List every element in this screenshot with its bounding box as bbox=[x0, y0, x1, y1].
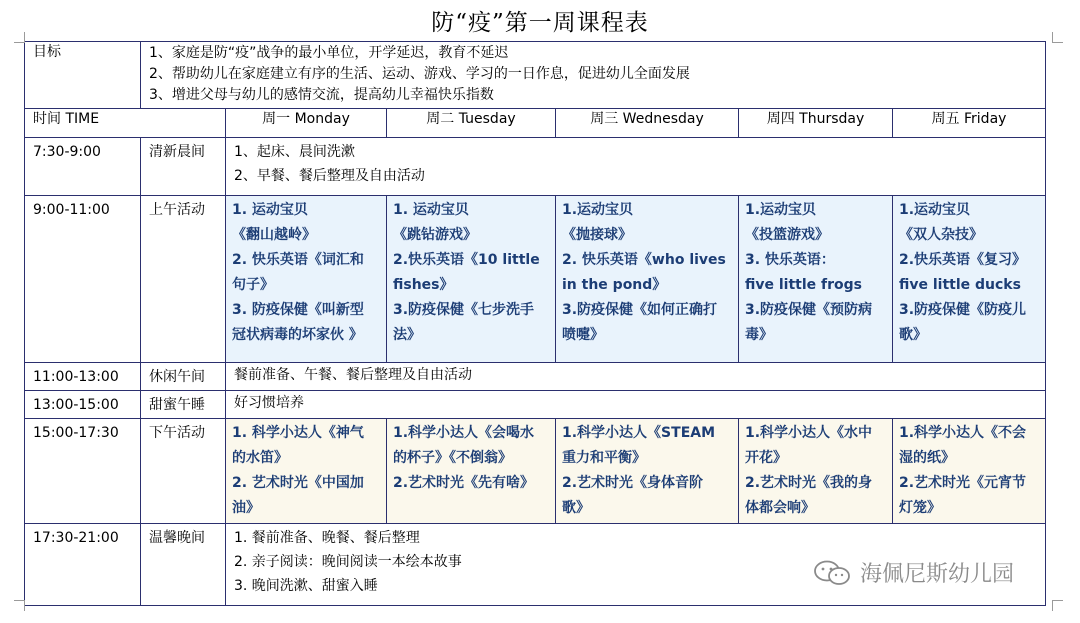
wechat-icon bbox=[812, 559, 852, 587]
activity-line: 1.运动宝贝 bbox=[899, 202, 971, 218]
time-slot: 11:00-13:00 bbox=[25, 363, 141, 391]
session-name: 下午活动 bbox=[141, 419, 226, 524]
activity-line: 2.艺术时光《我的身 bbox=[745, 475, 873, 491]
watermark-text: 海佩尼斯幼儿园 bbox=[860, 562, 1015, 587]
session-name: 清新晨间 bbox=[141, 138, 226, 196]
activity-line: 3.防疫保健《如何正确打 bbox=[562, 302, 718, 318]
activity-line: 《跳钻游戏》 bbox=[393, 227, 477, 243]
activity-cell-tuesday bbox=[387, 419, 556, 524]
goal-content bbox=[141, 42, 1046, 109]
activity-line: 《双人杂技》 bbox=[899, 227, 983, 243]
activity-line: 《抛接球》 bbox=[562, 227, 632, 243]
activity-line: 歌》 bbox=[562, 500, 590, 516]
time-slot: 17:30-21:00 bbox=[25, 524, 141, 606]
day-header-tuesday: 周二 Tuesday bbox=[387, 109, 556, 138]
time-slot: 7:30-9:00 bbox=[25, 138, 141, 196]
activity-line: in the pond》 bbox=[562, 277, 667, 293]
activity-cell-monday bbox=[226, 196, 387, 363]
activity-line: 体都会响》 bbox=[745, 500, 815, 516]
activity-line: 灯笼》 bbox=[899, 500, 941, 516]
activity-line: 3.防疫保健《七步洗手 bbox=[393, 302, 535, 318]
day-header-monday: 周一 Monday bbox=[226, 109, 387, 138]
goal-label: 目标 bbox=[25, 42, 141, 109]
session-content: 餐前准备、午餐、餐后整理及自由活动 bbox=[226, 363, 1046, 391]
activity-line: fishes》 bbox=[393, 277, 454, 293]
activity-line: 的水笛》 bbox=[232, 450, 288, 466]
activity-line: 2. 快乐英语《词汇和 bbox=[232, 252, 364, 268]
day-header-friday: 周五 Friday bbox=[893, 109, 1046, 138]
activity-line: 2. 艺术时光《中国加 bbox=[232, 475, 364, 491]
activity-line: 2.艺术时光《身体音阶 bbox=[562, 475, 704, 491]
header-row bbox=[25, 109, 1046, 138]
morning-routine-row bbox=[25, 138, 1046, 196]
activity-cell-monday bbox=[226, 419, 387, 524]
page-title: 防“疫”第一周课程表 bbox=[431, 10, 649, 36]
session-name: 甜蜜午睡 bbox=[141, 391, 226, 419]
activity-cell-thursday bbox=[739, 419, 893, 524]
activity-cell-friday bbox=[893, 419, 1046, 524]
activity-line: 1. 科学小达人《神气 bbox=[232, 425, 364, 441]
page-corner-mark bbox=[1052, 600, 1063, 611]
session-name: 温馨晚间 bbox=[141, 524, 226, 606]
activity-line: 重力和平衡》 bbox=[562, 450, 646, 466]
goal-line: 3、增进父母与幼儿的感情交流，提高幼儿幸福快乐指数 bbox=[149, 87, 494, 103]
time-slot: 13:00-15:00 bbox=[25, 391, 141, 419]
activity-line: 1.科学小达人《水中 bbox=[745, 425, 873, 441]
watermark bbox=[812, 557, 1014, 588]
session-line: 2、早餐、餐后整理及自由活动 bbox=[234, 168, 425, 184]
activity-line: 2.艺术时光《元宵节 bbox=[899, 475, 1027, 491]
activity-line: 《翻山越岭》 bbox=[232, 227, 316, 243]
activity-line: five little ducks bbox=[899, 277, 1021, 293]
activity-line: 1.科学小达人《不会 bbox=[899, 425, 1027, 441]
schedule-table bbox=[24, 41, 1046, 606]
session-name: 上午活动 bbox=[141, 196, 226, 363]
activity-line: 湿的纸》 bbox=[899, 450, 955, 466]
lunch-row bbox=[25, 363, 1046, 391]
activity-cell-wednesday bbox=[556, 419, 739, 524]
session-line: 2. 亲子阅读：晚间阅读一本绘本故事 bbox=[234, 554, 462, 570]
session-name: 休闲午间 bbox=[141, 363, 226, 391]
day-header-thursday: 周四 Thursday bbox=[739, 109, 893, 138]
activity-line: 3.防疫保健《防疫儿 bbox=[899, 302, 1027, 318]
activity-line: 1. 运动宝贝 bbox=[393, 202, 469, 218]
activity-cell-friday bbox=[893, 196, 1046, 363]
activity-line: 冠状病毒的坏家伙 》 bbox=[232, 327, 363, 343]
activity-line: 3. 防疫保健《叫新型 bbox=[232, 302, 364, 318]
goal-line: 1、家庭是防“疫”战争的最小单位，开学延迟，教育不延迟 bbox=[149, 45, 509, 61]
session-content: 好习惯培养 bbox=[226, 391, 1046, 419]
session-line: 1、起床、晨间洗漱 bbox=[234, 144, 355, 160]
activity-cell-thursday bbox=[739, 196, 893, 363]
session-line: 3. 晚间洗漱、甜蜜入睡 bbox=[234, 578, 378, 594]
session-content bbox=[226, 138, 1046, 196]
activity-line: 2.快乐英语《10 little bbox=[393, 252, 540, 268]
activity-line: 《投篮游戏》 bbox=[745, 227, 829, 243]
activity-line: 1.科学小达人《会喝水 bbox=[393, 425, 535, 441]
page-corner-mark bbox=[1052, 32, 1063, 43]
page-corner-mark bbox=[14, 32, 25, 43]
activity-line: 句子》 bbox=[232, 277, 274, 293]
time-slot: 15:00-17:30 bbox=[25, 419, 141, 524]
activity-line: 1.运动宝贝 bbox=[562, 202, 634, 218]
page-corner-mark bbox=[14, 600, 25, 611]
activity-cell-wednesday bbox=[556, 196, 739, 363]
activity-line: 的杯子》《不倒翁》 bbox=[393, 450, 512, 466]
session-line: 1. 餐前准备、晚餐、餐后整理 bbox=[234, 530, 420, 546]
goal-row bbox=[25, 42, 1046, 109]
activity-line: 1.运动宝贝 bbox=[745, 202, 817, 218]
activity-cell-tuesday bbox=[387, 196, 556, 363]
time-slot: 9:00-11:00 bbox=[25, 196, 141, 363]
activity-line: 2.艺术时光《先有啥》 bbox=[393, 475, 535, 491]
activity-line: 开花》 bbox=[745, 450, 787, 466]
afternoon-activity-row bbox=[25, 419, 1046, 524]
activity-line: 2.快乐英语《复习》 bbox=[899, 252, 1027, 268]
morning-activity-row bbox=[25, 196, 1046, 363]
day-header-wednesday: 周三 Wednesday bbox=[556, 109, 739, 138]
activity-line: 歌》 bbox=[899, 327, 927, 343]
activity-line: 法》 bbox=[393, 327, 421, 343]
activity-line: five little frogs bbox=[745, 277, 862, 293]
activity-line: 喷嚏》 bbox=[562, 327, 604, 343]
activity-line: 油》 bbox=[232, 500, 260, 516]
activity-line: 2. 快乐英语《who lives bbox=[562, 252, 726, 268]
time-header: 时间 TIME bbox=[25, 109, 226, 138]
activity-line: 毒》 bbox=[745, 327, 773, 343]
activity-line: 3.防疫保健《预防病 bbox=[745, 302, 873, 318]
nap-row bbox=[25, 391, 1046, 419]
activity-line: 1. 运动宝贝 bbox=[232, 202, 308, 218]
activity-line: 1.科学小达人《STEAM bbox=[562, 425, 716, 441]
goal-line: 2、帮助幼儿在家庭建立有序的生活、运动、游戏、学习的一日作息，促进幼儿全面发展 bbox=[149, 66, 690, 82]
activity-line: 3. 快乐英语： bbox=[745, 252, 835, 268]
